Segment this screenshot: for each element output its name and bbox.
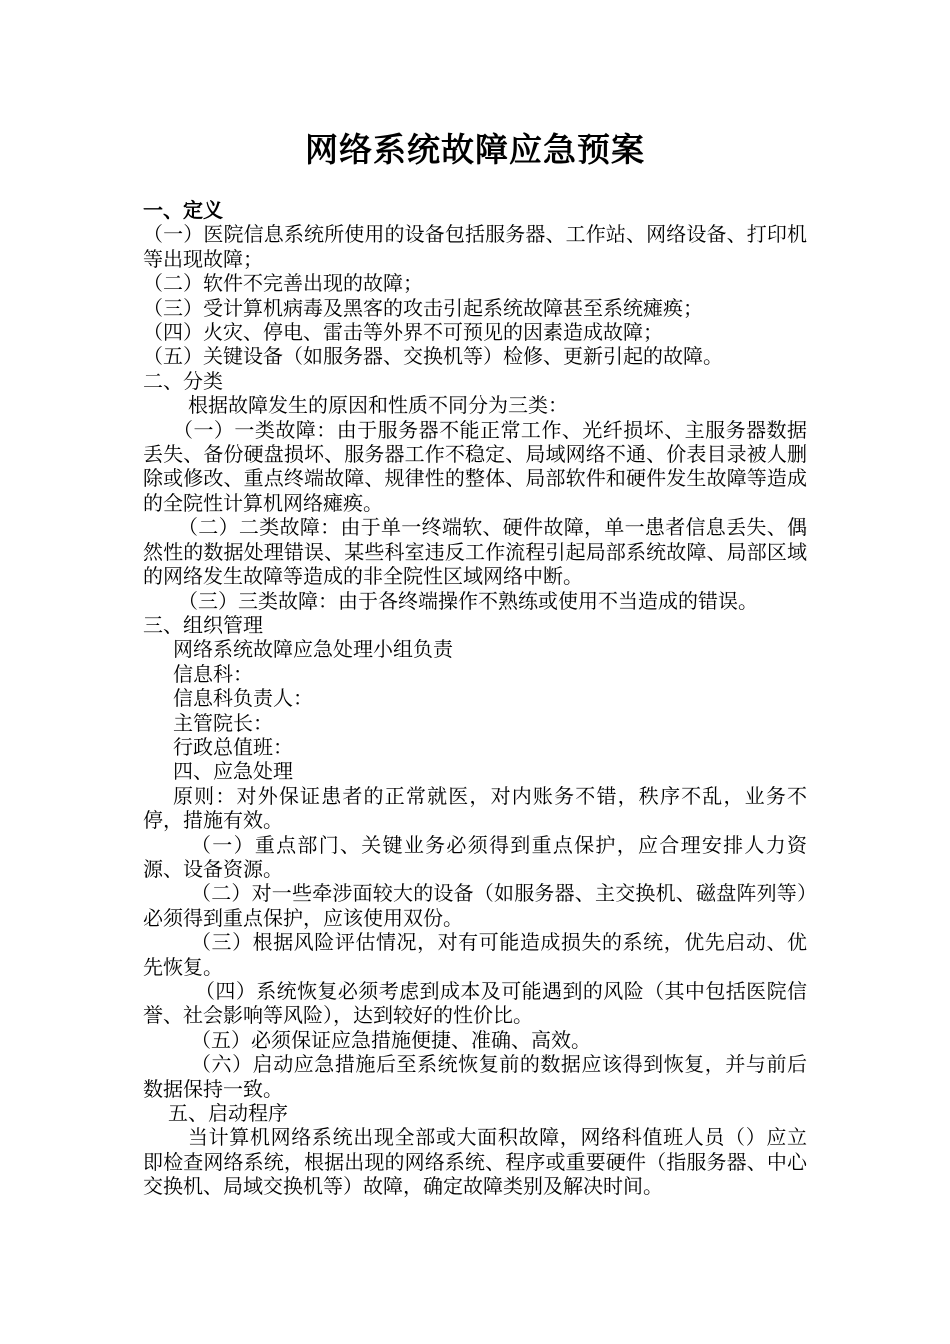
paragraph: （二）对一些牵涉面较大的设备（如服务器、主交换机、磁盘阵列等）必须得到重点保护，应该使用双份。 — [143, 881, 807, 930]
section-heading-emergency: 四、应急处理 — [173, 759, 293, 784]
paragraph: 信息科负责人： — [173, 686, 313, 711]
paragraph: （六）启动应急措施后至系统恢复前的数据应该得到恢复，并与前后数据保持一致。 — [143, 1052, 807, 1101]
paragraph: 信息科： — [173, 661, 253, 686]
section-heading-startup: 五、启动程序 — [168, 1101, 288, 1126]
paragraph: （三）三类故障：由于各终端操作不熟练或使用不当造成的错误。 — [178, 588, 758, 613]
paragraph: （五）关键设备（如服务器、交换机等）检修、更新引起的故障。 — [143, 344, 723, 369]
paragraph: 原则：对外保证患者的正常就医，对内账务不错，秩序不乱，业务不停，措施有效。 — [143, 783, 807, 833]
paragraph: （三）受计算机病毒及黑客的攻击引起系统故障甚至系统瘫痪； — [143, 295, 703, 320]
paragraph: 主管院长： — [173, 710, 273, 735]
paragraph: （四）系统恢复必须考虑到成本及可能遇到的风险（其中包括医院信誉、社会影响等风险），达到较好的性价比。 — [143, 979, 807, 1028]
paragraph: 根据故障发生的原因和性质不同分为三类： — [188, 393, 568, 418]
paragraph: （二）二类故障：由于单一终端软、硬件故障，单一患者信息丢失、偶然性的数据处理错误、某些科室违反工作流程引起局部系统故障、局部区域的网络发生故障等造成的非全院性区域网络中断。 — [143, 515, 807, 589]
paragraph: 行政总值班： — [173, 734, 293, 759]
paragraph: 网络系统故障应急处理小组负责 — [173, 637, 453, 662]
paragraph: （五）必须保证应急措施便捷、准确、高效。 — [191, 1027, 591, 1052]
paragraph: 当计算机网络系统出现全部或大面积故障，网络科值班人员（）应立即检查网络系统，根据出现的网络系统、程序或重要硬件（指服务器、中心交换机、局域交换机等）故障，确定故障类别及解决时间。 — [143, 1125, 807, 1199]
document-body — [143, 198, 807, 1199]
paragraph: （一）一类故障：由于服务器不能正常工作、光纤损坏、主服务器数据丢失、备份硬盘损坏、服务器工作不稳定、局域网络不通、价表目录被人删除或修改、重点终端故障、规律性的整体、局部软件和硬件发生故障等造成的全院性计算机网络瘫痪。 — [143, 417, 807, 515]
document-title: 网络系统故障应急预案 — [305, 130, 645, 169]
section-heading-organization: 三、组织管理 — [143, 612, 263, 637]
paragraph: （一）医院信息系统所使用的设备包括服务器、工作站、网络设备、打印机等出现故障； — [143, 222, 807, 271]
section-heading-classification: 二、分类 — [143, 368, 223, 393]
paragraph: （四）火灾、停电、雷击等外界不可预见的因素造成故障； — [143, 320, 663, 345]
paragraph: （一）重点部门、关键业务必须得到重点保护，应合理安排人力资源、设备资源。 — [143, 832, 807, 881]
paragraph: （三）根据风险评估情况，对有可能造成损失的系统，优先启动、优先恢复。 — [143, 930, 807, 979]
section-heading-definition: 一、定义 — [143, 198, 223, 222]
paragraph: （二）软件不完善出现的故障； — [143, 271, 423, 296]
